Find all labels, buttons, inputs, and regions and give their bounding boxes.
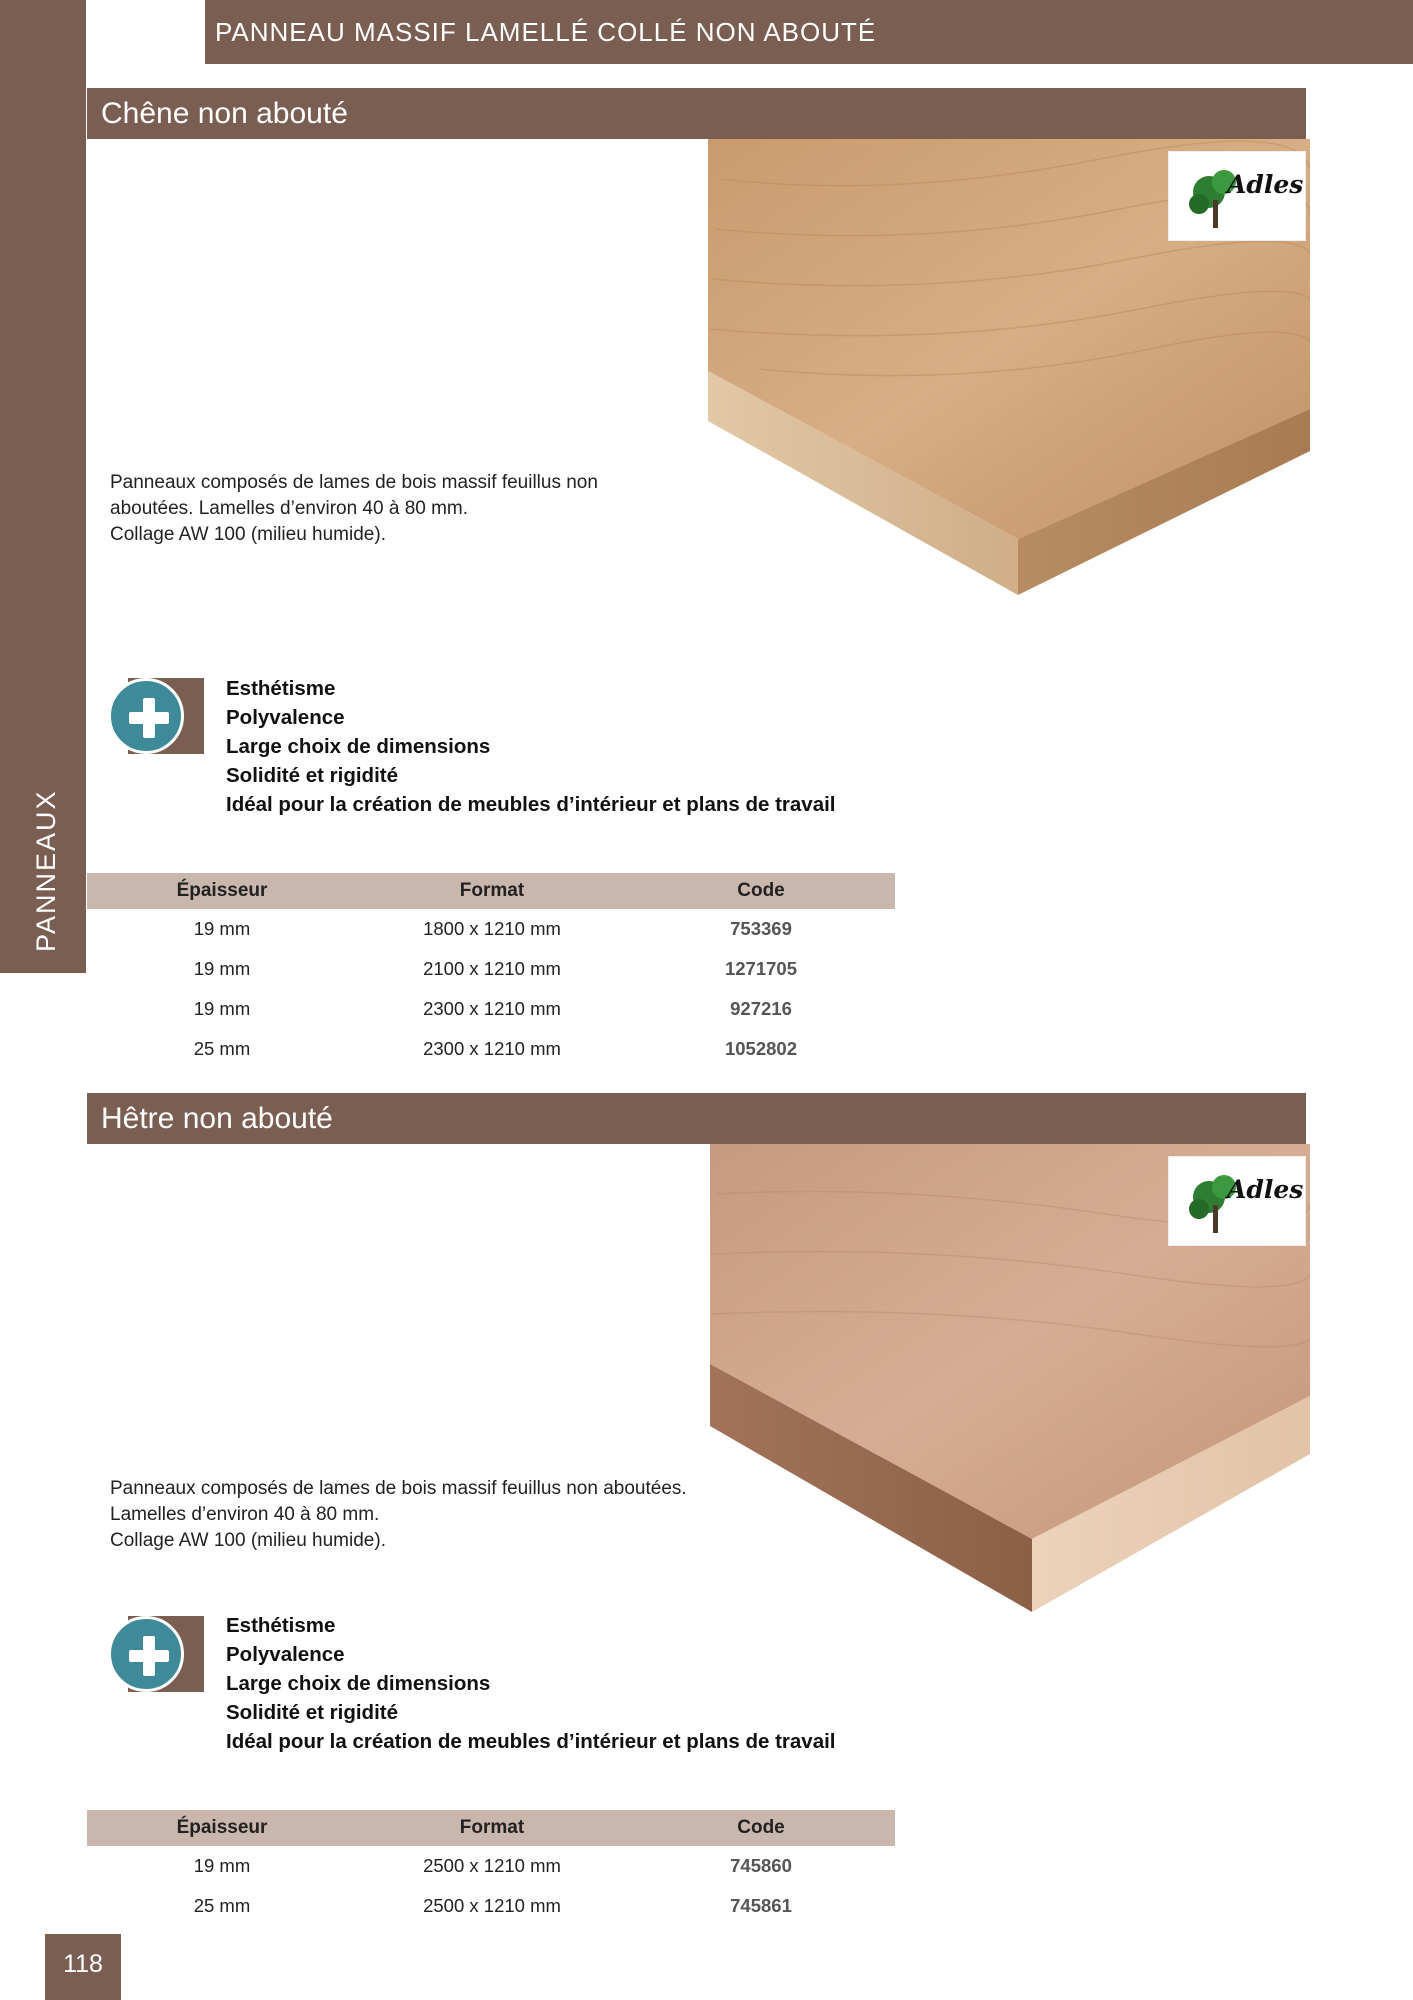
cell-code: 1052802 <box>724 1038 798 1059</box>
header-thickness: Épaisseur <box>176 1817 268 1838</box>
table-row <box>87 1846 895 1886</box>
table-row <box>87 1886 895 1926</box>
spec-table-chene <box>87 873 895 1069</box>
header-format: Format <box>459 1817 525 1838</box>
header-code: Code <box>737 880 785 901</box>
header-format: Format <box>459 880 525 901</box>
plus-icon <box>108 678 204 754</box>
cell-code: 927216 <box>730 998 792 1019</box>
cell-format: 2100 x 1210 mm <box>423 958 561 979</box>
adles-logo <box>1168 151 1306 241</box>
feature-item: Polyvalence <box>226 706 345 729</box>
features-list-chene <box>226 674 836 819</box>
logo-text: Adles <box>1227 170 1304 199</box>
table-row <box>87 949 895 989</box>
description-line: Collage AW 100 (milieu humide). <box>110 524 386 545</box>
description-chene <box>110 470 598 548</box>
header-thickness: Épaisseur <box>176 880 268 901</box>
logo-text: Adles <box>1227 1175 1304 1204</box>
section-title-chene: Chêne non abouté <box>87 88 1306 139</box>
cell-thickness: 19 mm <box>193 1855 251 1876</box>
cell-thickness: 25 mm <box>193 1038 251 1059</box>
feature-item: Idéal pour la création de meubles d’intérieur et plans de travail <box>226 793 836 816</box>
cell-thickness: 25 mm <box>193 1895 251 1916</box>
spec-table-hetre <box>87 1810 895 1926</box>
cell-code: 745861 <box>730 1895 792 1916</box>
cell-format: 2300 x 1210 mm <box>423 998 561 1019</box>
table-header <box>87 1810 895 1846</box>
side-tab-label: PANNEAUX <box>31 789 61 952</box>
page-title: PANNEAU MASSIF LAMELLÉ COLLÉ NON ABOUTÉ <box>205 0 1413 64</box>
table-header <box>87 873 895 909</box>
feature-item: Solidité et rigidité <box>226 764 398 787</box>
feature-item: Esthétisme <box>226 1614 336 1637</box>
table-row <box>87 909 895 949</box>
cell-thickness: 19 mm <box>193 998 251 1019</box>
feature-item: Idéal pour la création de meubles d’intérieur et plans de travail <box>226 1730 836 1753</box>
feature-item: Large choix de dimensions <box>226 735 491 758</box>
cell-thickness: 19 mm <box>193 958 251 979</box>
page-number: 118 <box>45 1934 121 2000</box>
section-title-hetre: Hêtre non abouté <box>87 1093 1306 1144</box>
description-line: aboutées. Lamelles d’environ 40 à 80 mm. <box>110 498 469 519</box>
cell-format: 2500 x 1210 mm <box>423 1855 561 1876</box>
description-hetre <box>110 1476 687 1554</box>
table-row <box>87 989 895 1029</box>
table-row <box>87 1029 895 1069</box>
description-line: Lamelles d’environ 40 à 80 mm. <box>110 1504 380 1525</box>
description-line: Collage AW 100 (milieu humide). <box>110 1530 386 1551</box>
cell-code: 1271705 <box>724 958 798 979</box>
cell-format: 2500 x 1210 mm <box>423 1895 561 1916</box>
feature-item: Esthétisme <box>226 677 336 700</box>
header-code: Code <box>737 1817 785 1838</box>
feature-item: Solidité et rigidité <box>226 1701 398 1724</box>
feature-item: Polyvalence <box>226 1643 345 1666</box>
cell-format: 2300 x 1210 mm <box>423 1038 561 1059</box>
feature-item: Large choix de dimensions <box>226 1672 491 1695</box>
plus-icon <box>108 1616 204 1692</box>
description-line: Panneaux composés de lames de bois massif feuillus non <box>110 472 598 493</box>
features-list-hetre <box>226 1611 836 1756</box>
cell-code: 753369 <box>730 918 792 939</box>
adles-logo <box>1168 1156 1306 1246</box>
description-line: Panneaux composés de lames de bois massif feuillus non aboutées. <box>110 1478 687 1499</box>
cell-code: 745860 <box>730 1855 792 1876</box>
cell-thickness: 19 mm <box>193 918 251 939</box>
cell-format: 1800 x 1210 mm <box>423 918 561 939</box>
